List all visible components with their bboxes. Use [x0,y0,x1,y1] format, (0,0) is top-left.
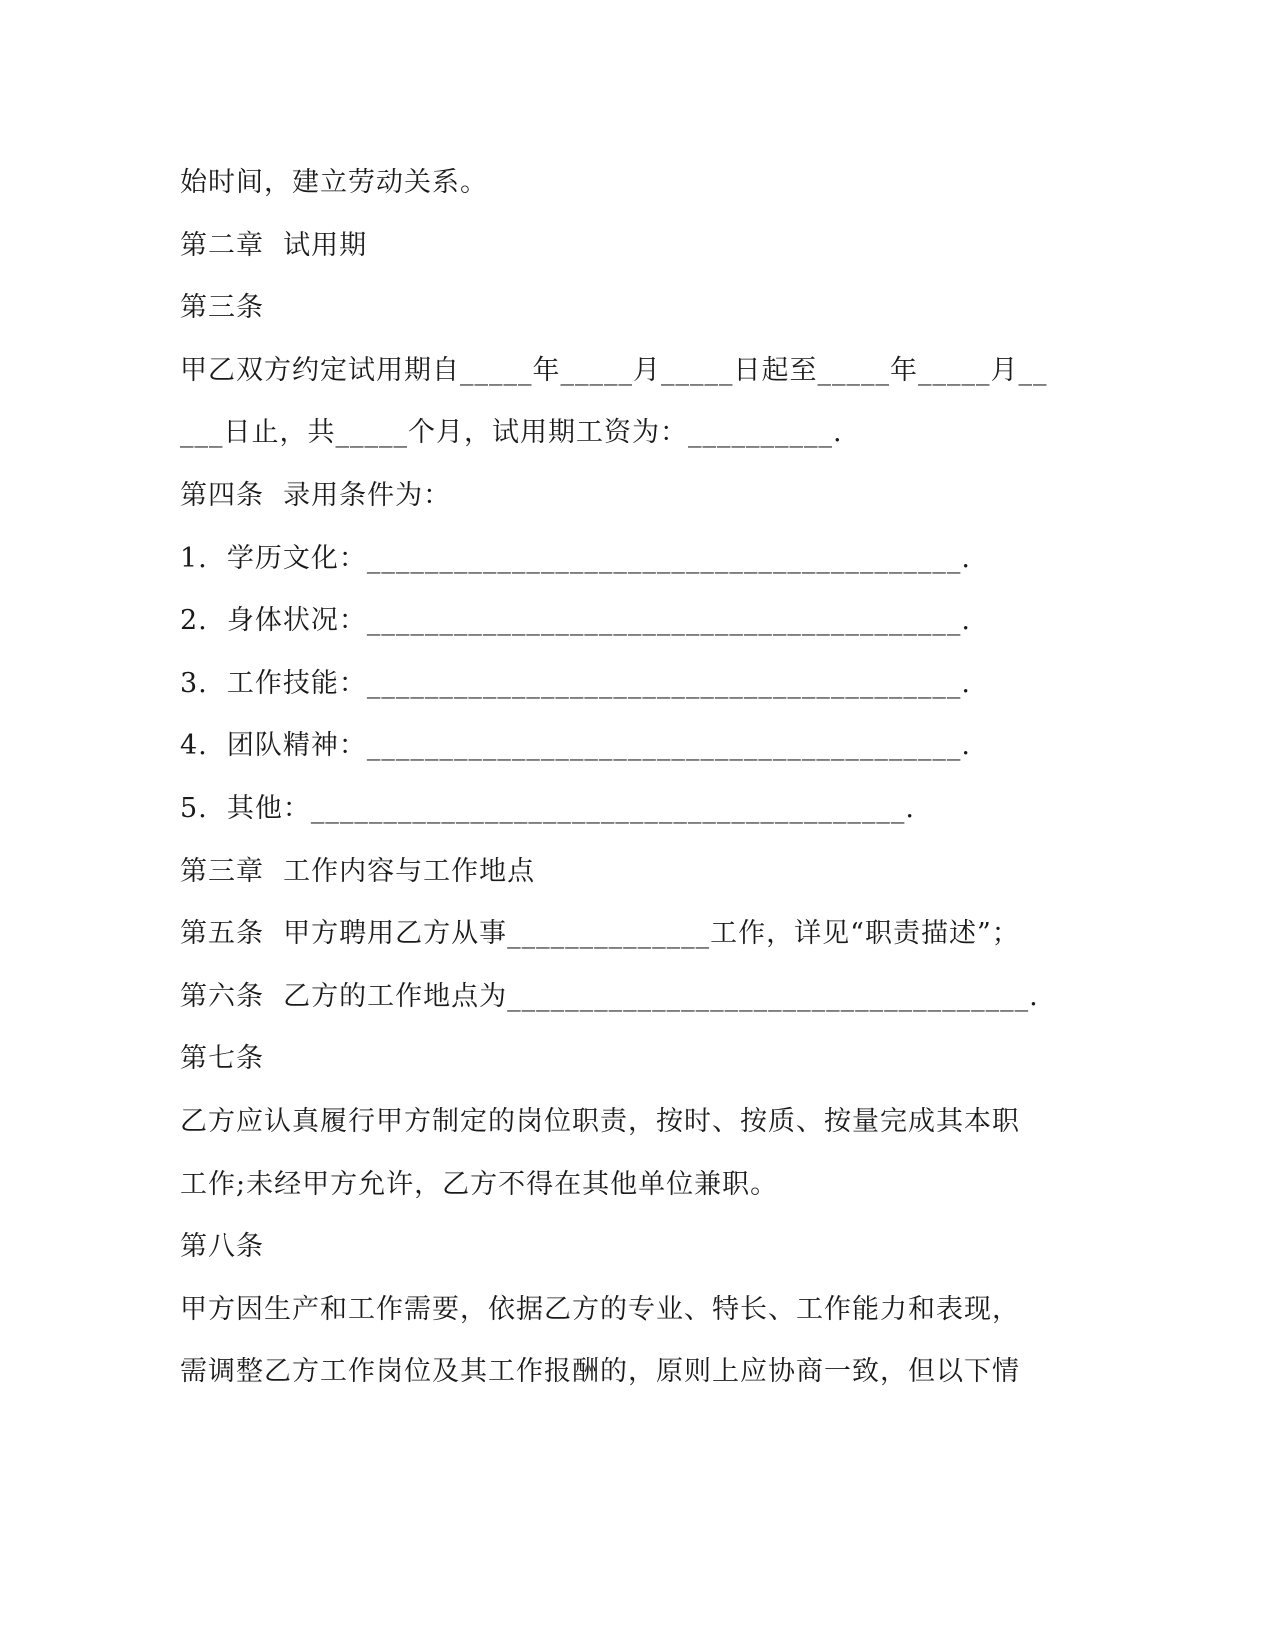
list-item: 1. 学历文化：_________________________________________. [180,542,972,574]
body-line: 需调整乙方工作岗位及其工作报酬的，原则上应协商一致，但以下情 [180,1356,1020,1388]
article-heading: 第七条 [180,1043,264,1075]
body-line: 乙方应认真履行甲方制定的岗位职责，按时、按质、按量完成其本职 [180,1105,1020,1137]
article-heading: 第八条 [180,1231,264,1263]
body-line: 第五条 甲方聘用乙方从事______________工作，详见“职责描述”； [180,918,1020,950]
list-item: 2. 身体状况：_________________________________________. [180,605,972,637]
list-item: 4. 团队精神：_________________________________________. [180,730,972,762]
chapter-heading: 第二章 试用期 [180,229,368,261]
body-line: 始时间，建立劳动关系。 [180,167,488,198]
body-line: 工作;未经甲方允许，乙方不得在其他单位兼职。 [180,1168,779,1200]
list-item: 5. 其他：_________________________________________. [180,792,916,824]
body-line: ___日止，共_____个月，试用期工资为：__________. [180,417,843,449]
list-item: 3. 工作技能：_________________________________________. [180,667,972,699]
body-line: 第六条 乙方的工作地点为____________________________________. [180,980,1039,1012]
chapter-heading: 第三章 工作内容与工作地点 [180,855,536,887]
contract-body [180,160,1060,1412]
body-line: 甲乙双方约定试用期自_____年_____月_____日起至_____年_____月__ [180,354,1048,386]
article-heading: 第四条 录用条件为： [180,479,452,511]
body-line: 甲方因生产和工作需要，依据乙方的专业、特长、工作能力和表现， [180,1293,1020,1325]
article-heading: 第三条 [180,292,264,324]
